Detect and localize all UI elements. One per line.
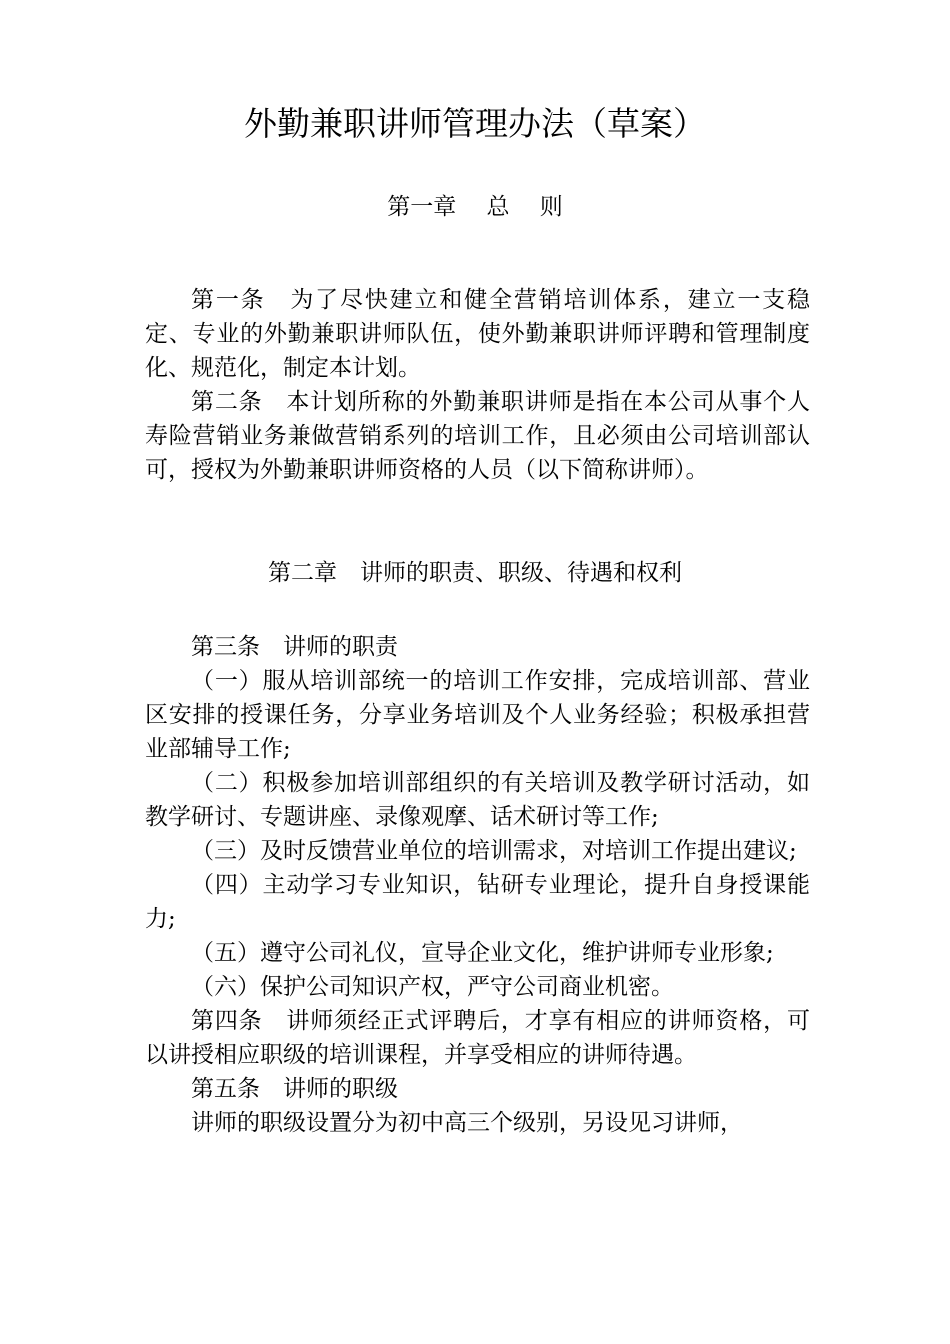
chapter-2-body (145, 630, 810, 1140)
article-5-heading: 第五条 讲师的职级 (191, 1076, 398, 1102)
duty-item-4: （四）主动学习专业知识，钻研专业理论，提升自身授课能力; (145, 872, 810, 932)
article-1: 第一条 为了尽快建立和健全营销培训体系，建立一支稳定、专业的外勤兼职讲师队伍，使外勤兼职讲师评聘和管理制度化、规范化，制定本计划。 (145, 287, 810, 381)
duty-item-5: （五）遵守公司礼仪，宣导企业文化，维护讲师专业形象; (191, 940, 774, 966)
duty-item-6: （六）保护公司知识产权，严守公司商业机密。 (191, 974, 674, 1000)
article-3-heading: 第三条 讲师的职责 (191, 634, 398, 660)
article-5-body: 讲师的职级设置分为初中高三个级别，另设见习讲师， (191, 1110, 743, 1136)
duty-item-1: （一）服从培训部统一的培训工作安排，完成培训部、营业区安排的授课任务，分享业务培训及个人业务经验；积极承担营业部辅导工作; (145, 668, 810, 762)
document-title: 外勤兼职讲师管理办法（草案） (244, 104, 706, 143)
article-2: 第二条 本计划所称的外勤兼职讲师是指在本公司从事个人寿险营销业务兼做营销系列的培训工作，且必须由公司培训部认可，授权为外勤兼职讲师资格的人员（以下简称讲师）。 (145, 389, 810, 483)
chapter-1-title: 第一章 总 则 (387, 194, 563, 220)
chapter-1-body (145, 283, 810, 487)
duty-item-3: （三）及时反馈营业单位的培训需求，对培训工作提出建议; (191, 838, 797, 864)
article-4: 第四条 讲师须经正式评聘后，才享有相应的讲师资格，可以讲授相应职级的培训课程，并享受相应的讲师待遇。 (145, 1008, 810, 1068)
chapter-2-title: 第二章 讲师的职责、职级、待遇和权利 (268, 560, 682, 586)
duty-item-2: （二）积极参加培训部组织的有关培训及教学研讨活动，如教学研讨、专题讲座、录像观摩、话术研讨等工作; (145, 770, 810, 830)
